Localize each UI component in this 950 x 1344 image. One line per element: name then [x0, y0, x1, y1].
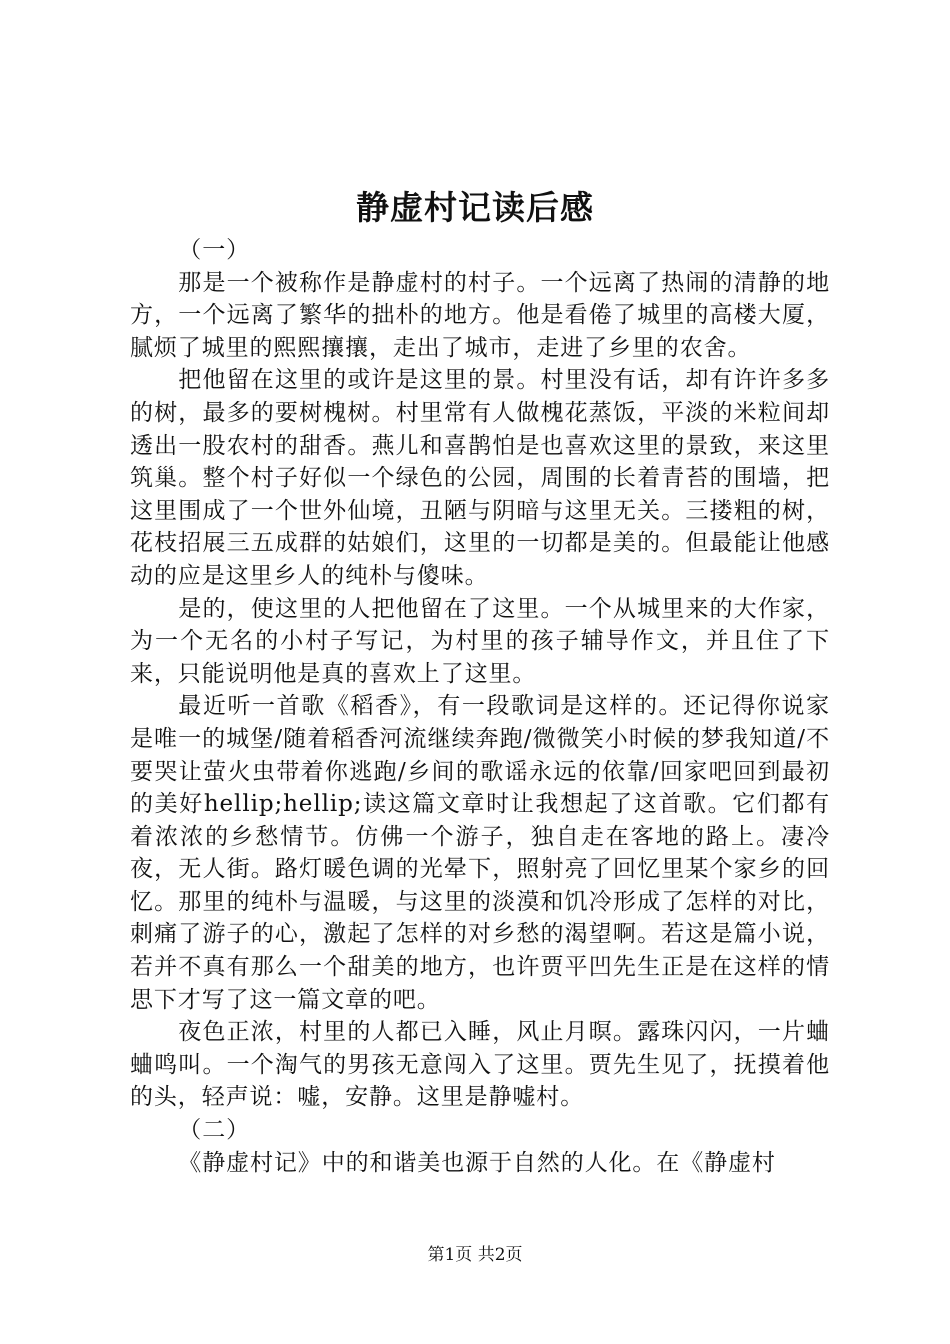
- section-label-two: （二）: [178, 1117, 250, 1144]
- paragraph: 把他留在这里的或许是这里的景。村里没有话，却有许许多多的树，最多的要树槐树。村里常有人做槐花蒸饭，平淡的米粒间却透出一股农村的甜香。燕儿和喜鹊怕是也喜欢这里的景致，来这里筑巢。整个村子好似一个绿色的公园，周围的长着青苔的围墙，把这里围成了一个世外仙境，丑陋与阴暗与这里无关。三搂粗的树，花枝招展三五成群的姑娘们，这里的一切都是美的。但最能让他感动的应是这里乡人的纯朴与傻味。: [130, 367, 830, 589]
- paragraph: 那是一个被称作是静虚村的村子。一个远离了热闹的清静的地方，一个远离了繁华的拙朴的地方。他是看倦了城里的高楼大厦，腻烦了城里的熙熙攘攘，走出了城市，走进了乡里的农舍。: [130, 269, 830, 361]
- paragraph: 《静虚村记》中的和谐美也源于自然的人化。在《静虚村: [178, 1149, 776, 1176]
- page-number-footer: 第1页 共2页: [427, 1245, 523, 1265]
- paragraph: 是的，使这里的人把他留在了这里。一个从城里来的大作家，为一个无名的小村子写记，为村里的孩子辅导作文，并且住了下来，只能说明他是真的喜欢上了这里。: [130, 595, 830, 687]
- paragraph: 最近听一首歌《稻香》，有一段歌词是这样的。还记得你说家是唯一的城堡/随着稻香河流继续奔跑/微微笑小时候的梦我知道/不要哭让萤火虫带着你逃跑/乡间的歌谣永远的依靠/回家吧回到最初的美好hellip;hellip;读这篇文章时让我想起了这首歌。它们都有着浓浓的乡愁情节。仿佛一个游子，独自走在客地的路上。凄冷夜，无人街。路灯暖色调的光晕下，照射亮了回忆里某个家乡的回忆。那里的纯朴与温暖，与这里的淡漠和饥冷形成了怎样的对比，刺痛了游子的心，激起了怎样的对乡愁的渴望啊。若这是篇小说，若并不真有那么一个甜美的地方，也许贾平凹先生正是在这样的情思下才写了这一篇文章的吧。: [130, 693, 830, 1013]
- paragraph: 夜色正浓，村里的人都已入睡，风止月暝。露珠闪闪，一片蛐蛐鸣叫。一个淘气的男孩无意闯入了这里。贾先生见了，抚摸着他的头，轻声说：嘘，安静。这里是静嘘村。: [130, 1019, 830, 1111]
- section-label-one: （一）: [178, 237, 250, 263]
- document-body: [130, 234, 830, 1179]
- document-title: 静虚村记读后感: [356, 188, 594, 227]
